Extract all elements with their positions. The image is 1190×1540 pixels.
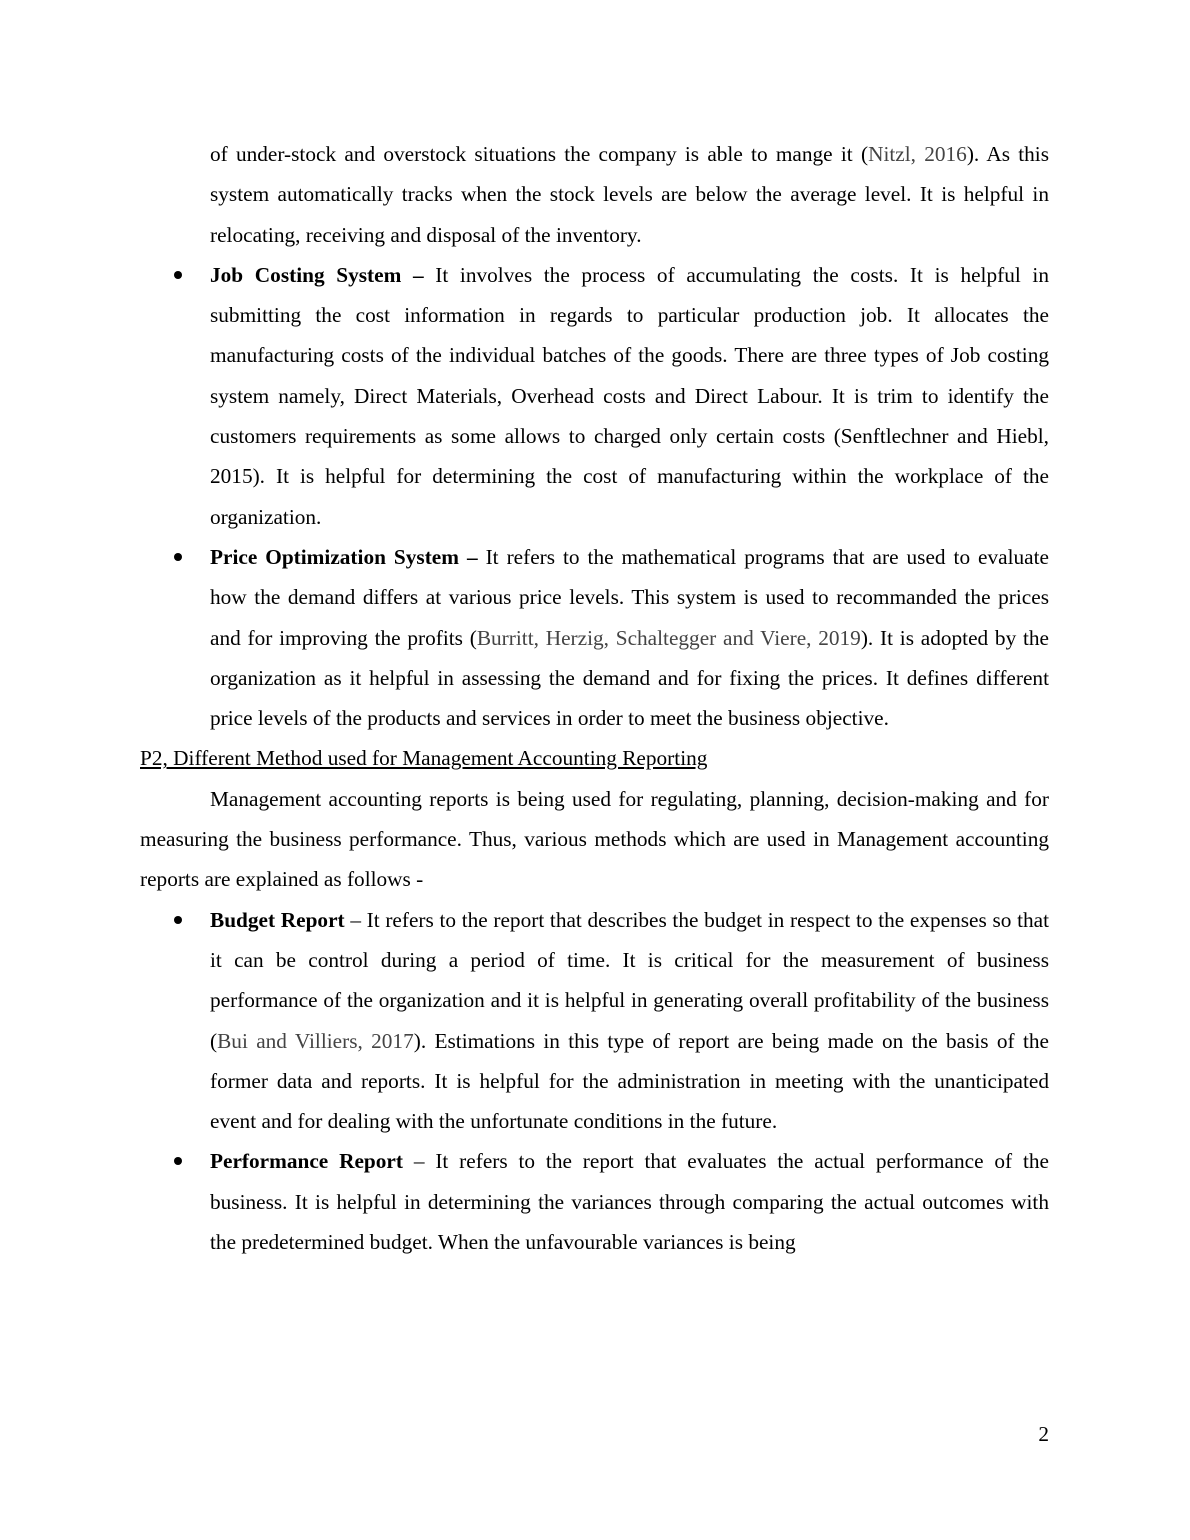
continuation-text-end: ). As this system automatically tracks when the stock levels are below the average level. It is helpful in relocating, receiving and disposal of the inventory. <box>210 142 1050 247</box>
item-text-end: ). It is adopted by the organization as it helpful in assessing the demand and for fixing the prices. It defines different price levels of the products and services in order to meet the business objective. <box>210 625 1050 731</box>
bullet-list-reports <box>140 900 1049 1263</box>
list-item-price-optimization <box>140 537 1049 738</box>
continuation-text-start: of under-stock and overstock situations the company is able to mange it ( <box>210 142 869 166</box>
list-item-performance-report <box>140 1141 1049 1262</box>
item-text-start: – It refers to the report that describes the budget in respect to the expenses so that it can be control during a period of time. It is critical for the measurement of business performance of the organization and it is helpful in generating overall profitability of the business ( <box>210 907 1050 1053</box>
bullet-icon <box>174 916 182 924</box>
citation: Burritt, Herzig, Schaltegger and Viere, 2019 <box>476 625 861 650</box>
term-label: Budget Report <box>210 907 345 932</box>
page-number: 2 <box>1038 1422 1049 1446</box>
citation: Bui and Villiers, 2017 <box>217 1028 414 1053</box>
bullet-icon <box>174 271 182 279</box>
item-text-start: It refers to the mathematical programs that are used to evaluate how the demand differs at various price levels. This system is used to recommanded the prices and for improving the profits ( <box>210 544 1050 650</box>
term-label: Job Costing System – <box>210 262 424 287</box>
item-text: – It refers to the report that evaluates the actual performance of the business. It is helpful in determining the variances through comparing the actual outcomes with the predetermined budget. When the unfavourable variances is being <box>210 1149 1049 1255</box>
document-page <box>140 134 1049 1262</box>
continuation-paragraph <box>140 134 1049 255</box>
section-heading: P2, Different Method used for Management Accounting Reporting <box>140 746 708 771</box>
term-label: Price Optimization System – <box>210 544 478 569</box>
bullet-icon <box>174 553 182 561</box>
citation: Nitzl, 2016 <box>868 142 967 166</box>
list-item-budget-report <box>140 900 1049 1142</box>
item-text-end: ). Estimations in this type of report are being made on the basis of the former data and reports. It is helpful for the administration in meeting with the unanticipated event and for dealing with the unfortunate conditions in the future. <box>210 1028 1049 1134</box>
bullet-list-systems <box>140 255 1049 739</box>
item-text: It involves the process of accumulating the costs. It is helpful in submitting the cost information in regards to particular production job. It allocates the manufacturing costs of the individual batches of the goods. There are three types of Job costing system namely, Direct Materials, Overhead costs and Direct Labour. It is trim to identify the customers requirements as some allows to charged only certain costs (Senftlechner and Hiebl, 2015). It is helpful for determining the cost of manufacturing within the workplace of the organization. <box>210 262 1049 529</box>
list-item-job-costing <box>140 255 1049 537</box>
intro-paragraph: Management accounting reports is being used for regulating, planning, decision-making and for measuring the business performance. Thus, various methods which are used in Management accounting reports are explained as follows - <box>140 786 1049 892</box>
term-label: Performance Report <box>210 1149 403 1174</box>
bullet-icon <box>174 1157 182 1165</box>
